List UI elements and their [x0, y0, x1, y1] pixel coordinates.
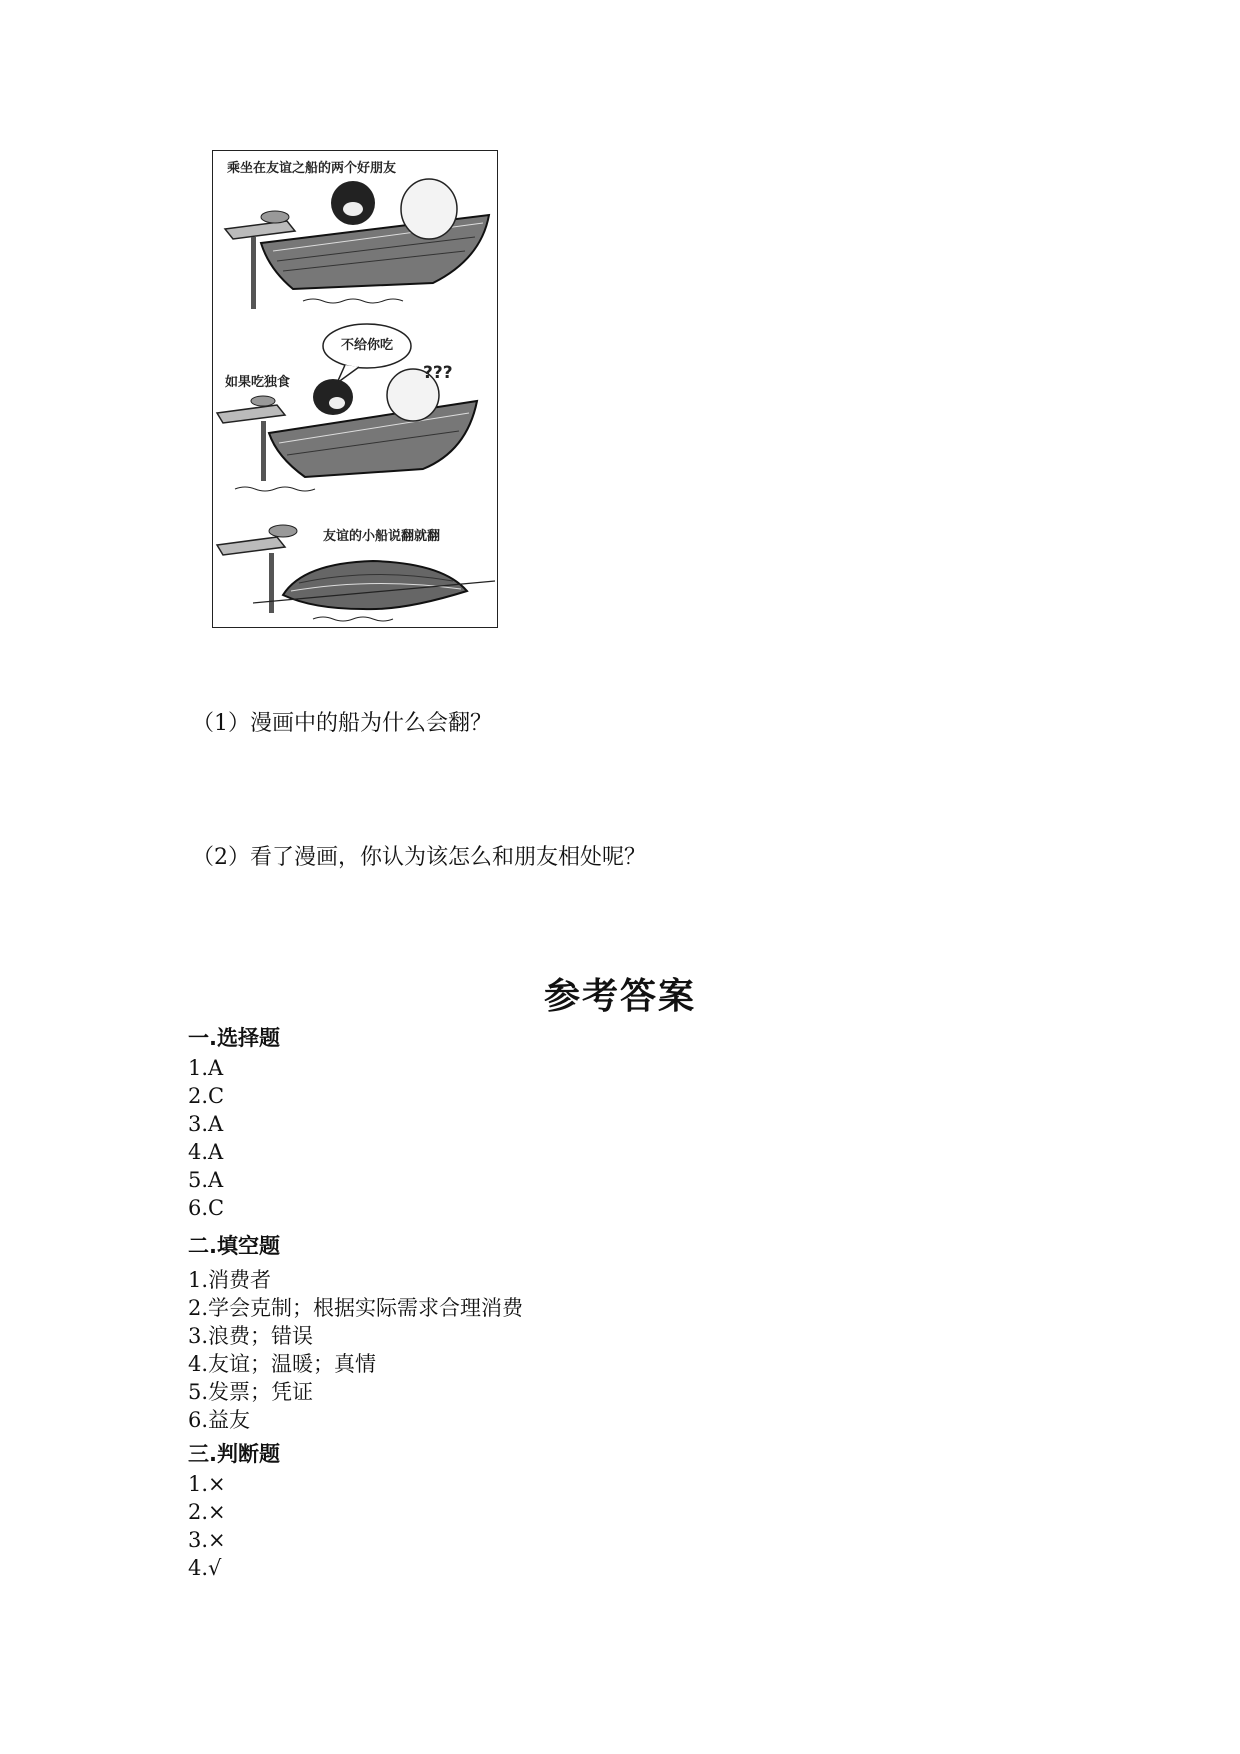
- answer-item: 6.益友: [188, 1408, 251, 1432]
- answer-item: 2.×: [188, 1500, 226, 1524]
- answer-item: 5.A: [188, 1168, 224, 1192]
- section-heading-choice: 一.选择题: [188, 1026, 280, 1050]
- comic-caption-1: 乘坐在友谊之船的两个好朋友: [227, 161, 397, 176]
- answers-title: 参考答案: [543, 976, 696, 1017]
- comic-drawing: [213, 151, 499, 629]
- section-heading-true-false: 三.判断题: [188, 1442, 280, 1466]
- answer-item: 1.A: [188, 1056, 224, 1080]
- answer-item: 3.×: [188, 1528, 226, 1552]
- comic-caption-3: 友谊的小船说翻就翻: [323, 529, 441, 544]
- comic-illustration: [212, 150, 498, 628]
- panel-1-scene: [225, 179, 489, 309]
- comic-caption-2: 如果吃独食: [225, 375, 291, 390]
- answer-item: 1.×: [188, 1472, 226, 1496]
- question-2: （2）看了漫画，你认为该怎么和朋友相处呢？: [192, 845, 646, 870]
- answer-item: 1.消费者: [188, 1268, 272, 1292]
- answer-item: 6.C: [188, 1196, 225, 1220]
- comic-question-marks: ???: [423, 363, 453, 383]
- comic-speech-bubble-text: 不给你吃: [341, 338, 394, 353]
- answer-item: 2.C: [188, 1084, 225, 1108]
- answer-item: 4.A: [188, 1140, 224, 1164]
- answer-item: 3.A: [188, 1112, 224, 1136]
- answer-item: 4.友谊；温暖；真情: [188, 1352, 377, 1376]
- answer-item: 4.√: [188, 1556, 222, 1580]
- answer-item: 2.学会克制；根据实际需求合理消费: [188, 1296, 524, 1320]
- answer-item: 3.浪费；错误: [188, 1324, 314, 1348]
- section-heading-fill-blank: 二.填空题: [188, 1234, 280, 1258]
- answer-item: 5.发票；凭证: [188, 1380, 314, 1404]
- question-1: （1）漫画中的船为什么会翻？: [192, 711, 492, 736]
